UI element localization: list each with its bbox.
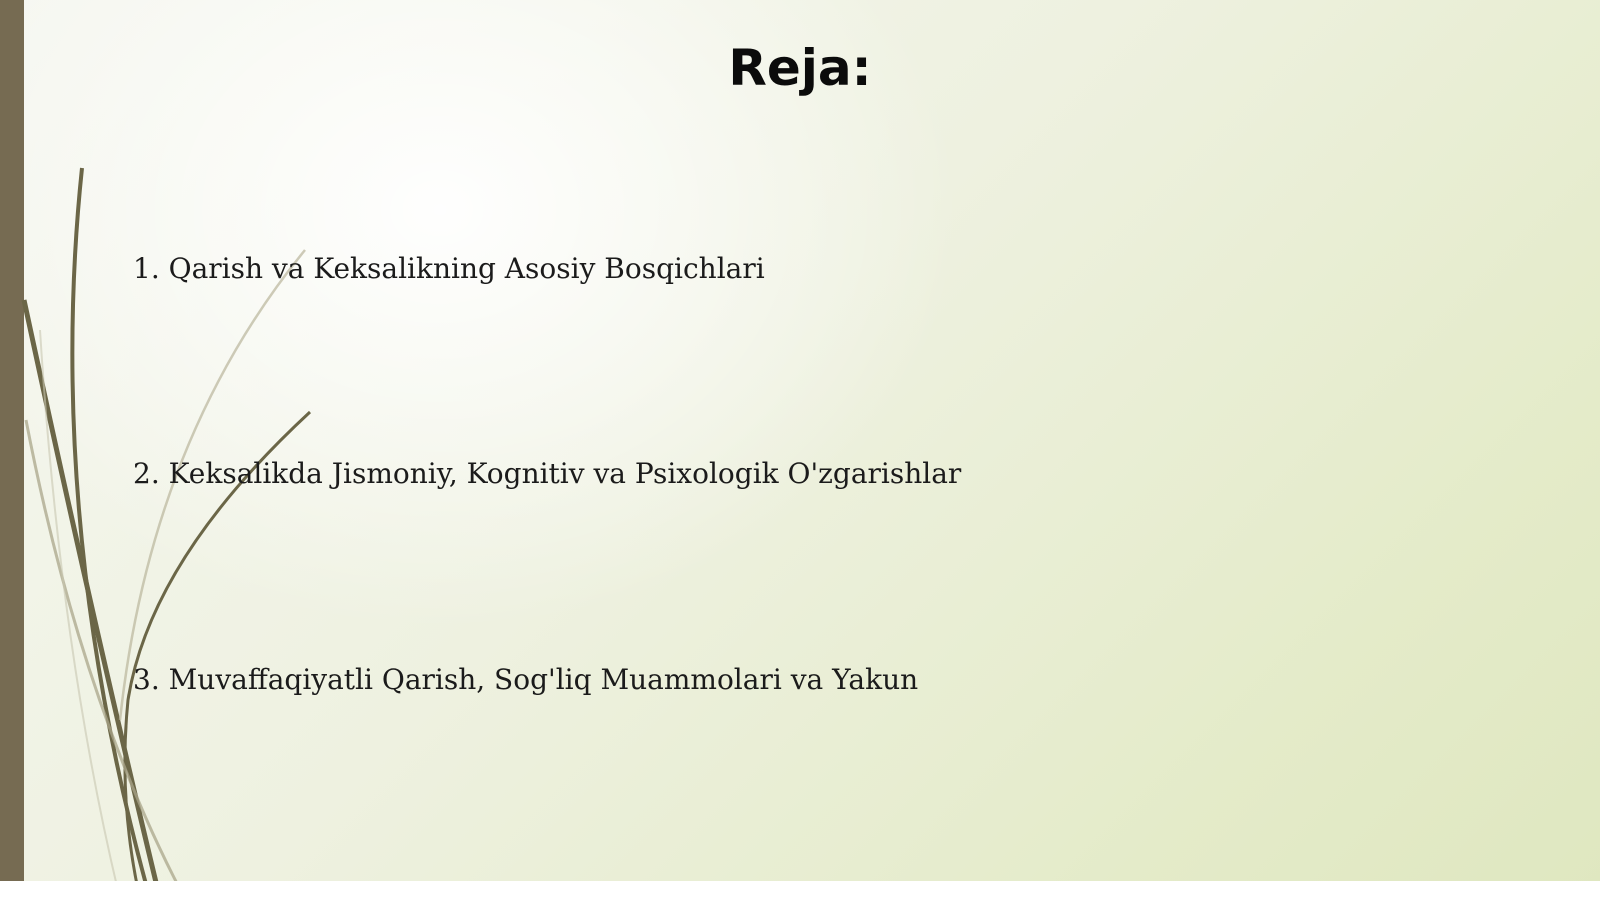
decorative-stems [0, 0, 420, 899]
list-item: 2. Keksalikda Jismoniy, Kognitiv va Psixologik O'zgarishlar [133, 457, 962, 490]
stem-6 [40, 330, 120, 899]
list-item: 3. Muvaffaqiyatli Qarish, Sog'liq Muammolari va Yakun [133, 663, 919, 696]
list-item: 1. Qarish va Keksalikning Asosiy Bosqichlari [133, 252, 765, 285]
bottom-strip [0, 881, 1600, 899]
slide-title: Reja: [728, 39, 872, 97]
